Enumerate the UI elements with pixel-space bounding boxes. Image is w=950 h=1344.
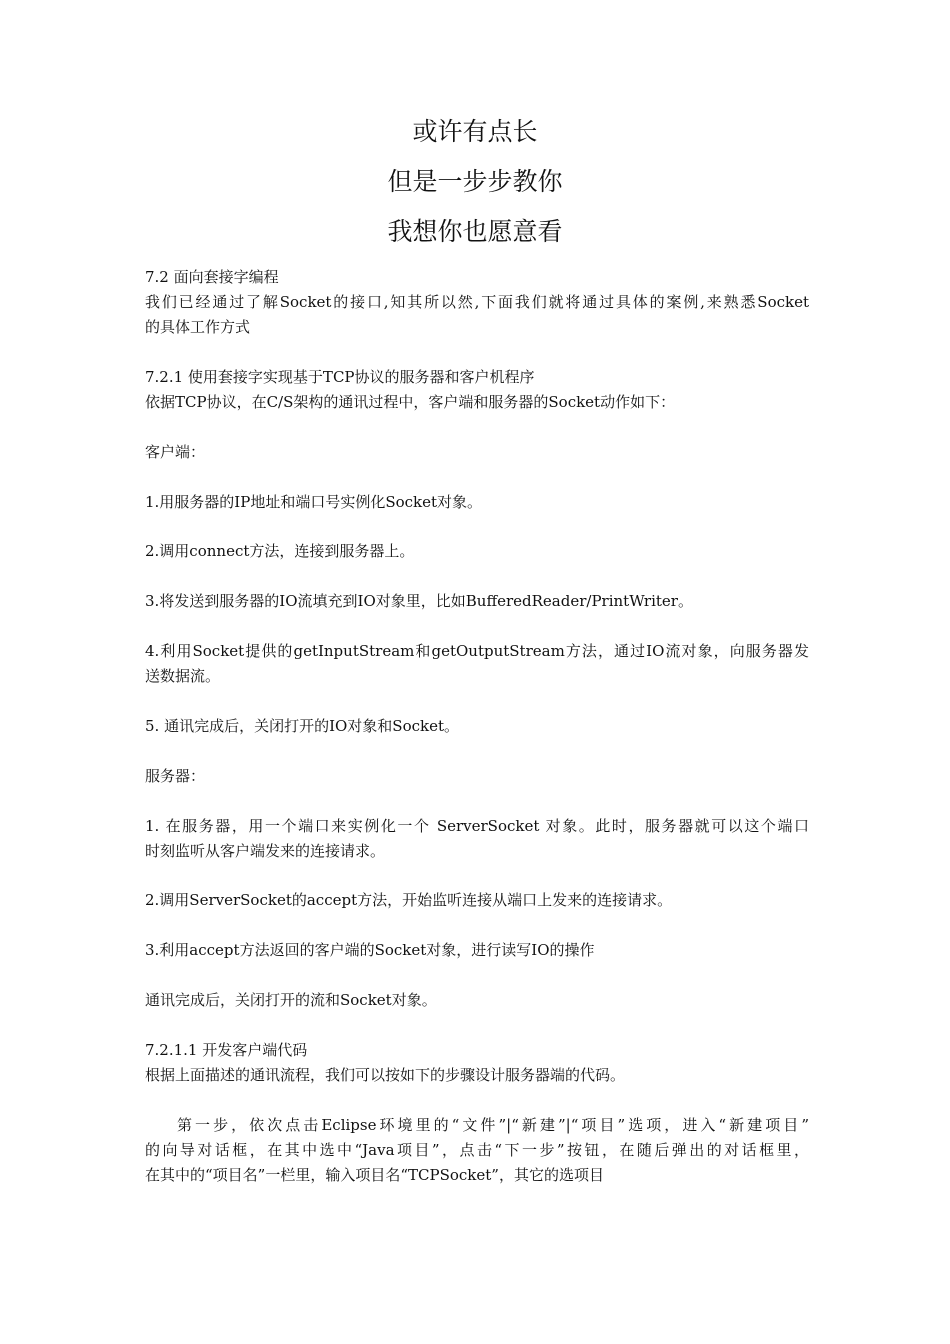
server-step-1-line-1: 1. 在服务器，用一个端口来实例化一个 ServerSocket 对象。此时，服务器就可以这个端口 (145, 817, 809, 835)
step-one-para-line-1: 第一步，依次点击Eclipse环境里的“文件”|“新建”|“项目”选项，进入“新建项目” (177, 1116, 809, 1134)
title-line-1: 或许有点长 (412, 117, 538, 146)
client-step-5: 5. 通讯完成后，关闭打开的IO对象和Socket。 (145, 717, 460, 735)
title-line-2: 但是一步步教你 (387, 167, 563, 196)
client-step-1: 1.用服务器的IP地址和端口号实例化Socket对象。 (145, 493, 483, 511)
step-one-para-line-3: 在其中的“项目名”一栏里，输入项目名“TCPSocket”，其它的选项目 (145, 1166, 604, 1184)
server-step-2: 2.调用ServerSocket的accept方法，开始监听连接从端口上发来的连接请求。 (145, 891, 673, 909)
client-label: 客户端： (145, 443, 206, 461)
server-label: 服务器： (145, 767, 206, 785)
section-7-2-1-1-heading: 7.2.1.1 开发客户端代码 (145, 1041, 308, 1059)
section-7-2-intro-line-1: 我们已经通过了解Socket的接口,知其所以然,下面我们就将通过具体的案例,来熟悉Socket (145, 293, 809, 311)
section-7-2-heading: 7.2 面向套接字编程 (145, 268, 279, 286)
client-step-4-line-2: 送数据流。 (145, 667, 221, 685)
section-7-2-intro-line-2: 的具体工作方式 (145, 318, 251, 336)
server-step-1-line-2: 时刻监听从客户端发来的连接请求。 (145, 842, 386, 860)
title-line-3: 我想你也愿意看 (387, 217, 563, 246)
section-7-2-1-heading: 7.2.1 使用套接字实现基于TCP协议的服务器和客户机程序 (145, 368, 535, 386)
server-step-4: 通讯完成后，关闭打开的流和Socket对象。 (145, 991, 437, 1009)
section-7-2-1-intro: 依据TCP协议，在C/S架构的通讯过程中，客户端和服务器的Socket动作如下： (145, 393, 676, 411)
client-step-4-line-1: 4.利用Socket提供的getInputStream和getOutputStream方法，通过IO流对象，向服务器发 (145, 642, 809, 660)
client-step-2: 2.调用connect方法，连接到服务器上。 (145, 542, 415, 560)
client-step-3: 3.将发送到服务器的IO流填充到IO对象里，比如BufferedReader/PrintWriter。 (145, 592, 693, 610)
step-one-para-line-2: 的向导对话框，在其中选中“Java项目”，点击“下一步”按钮，在随后弹出的对话框里， (145, 1141, 809, 1159)
server-step-3: 3.利用accept方法返回的客户端的Socket对象，进行读写IO的操作 (145, 941, 595, 959)
section-7-2-1-1-intro: 根据上面描述的通讯流程，我们可以按如下的步骤设计服务器端的代码。 (145, 1066, 626, 1084)
